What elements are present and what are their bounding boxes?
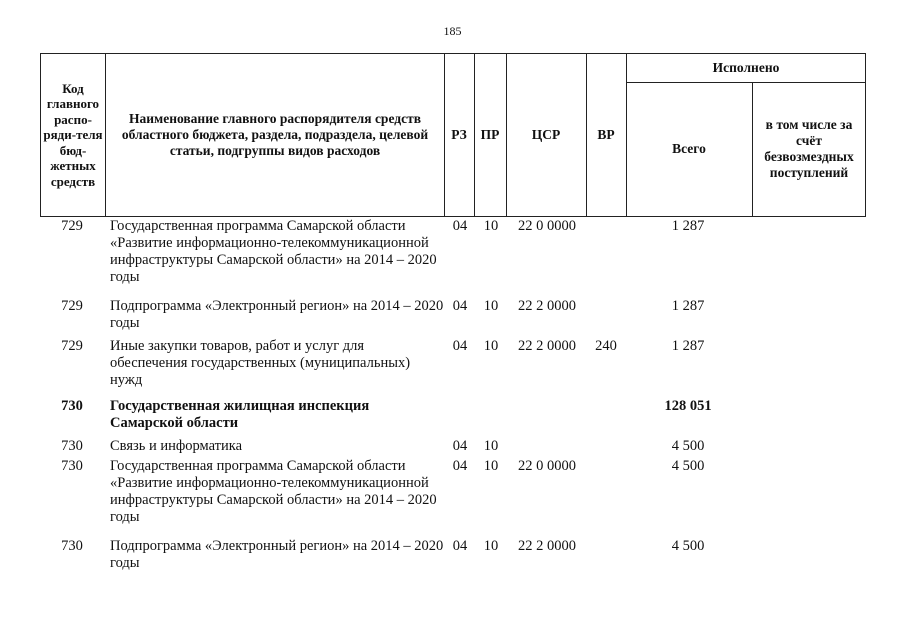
- row-total: 128 051: [664, 398, 712, 414]
- row-total: 4 500: [671, 458, 705, 474]
- row-pr: 10: [483, 438, 499, 454]
- row-code: 730: [61, 458, 83, 474]
- row-csr: 22 2 0000: [518, 338, 576, 354]
- table-header: [40, 53, 866, 217]
- row-code: 730: [61, 398, 83, 414]
- row-code: 729: [61, 218, 83, 234]
- row-rz: 04: [452, 538, 468, 554]
- row-pr: 10: [483, 338, 499, 354]
- row-name: Государственная программа Самарской области «Развитие информационно-телекоммуникационной инфраструктуры Самарской области» на 2014 – 2020 годы: [110, 218, 437, 285]
- row-vr: 240: [595, 338, 617, 354]
- row-code: 730: [61, 438, 83, 454]
- row-rz: 04: [452, 458, 468, 474]
- row-name: Подпрограмма «Электронный регион» на 2014 – 2020 годы: [110, 538, 444, 571]
- row-total: 1 287: [671, 218, 705, 234]
- row-code: 730: [61, 538, 83, 554]
- row-total: 4 500: [671, 538, 705, 554]
- row-rz: 04: [452, 438, 468, 454]
- row-pr: 10: [483, 458, 499, 474]
- row-code: 729: [61, 338, 83, 354]
- row-csr: 22 2 0000: [518, 298, 576, 314]
- row-name: Иные закупки товаров, работ и услуг для обеспечения государственных (муниципальных) нужд: [110, 338, 411, 388]
- row-rz: 04: [452, 338, 468, 354]
- header-rz: РЗ: [451, 127, 467, 142]
- page-number: 185: [443, 24, 462, 38]
- header-csr: ЦСР: [531, 127, 561, 142]
- row-rz: 04: [452, 218, 468, 234]
- row-name: Подпрограмма «Электронный регион» на 2014 – 2020 годы: [110, 298, 444, 331]
- header-executed: Исполнено: [712, 60, 780, 75]
- row-csr: 22 0 0000: [518, 218, 576, 234]
- row-name: Связь и информатика: [110, 438, 243, 454]
- row-csr: 22 0 0000: [518, 458, 576, 474]
- header-total: Всего: [672, 141, 706, 156]
- row-name: Государственная программа Самарской области «Развитие информационно-телекоммуникационной инфраструктуры Самарской области» на 2014 – 2020 годы: [110, 458, 437, 525]
- header-code: Код главного распо-ряди-теля бюд-жетных средств: [43, 80, 103, 189]
- header-name: Наименование главного распорядителя средств областного бюджета, раздела, подраздела, целевой статьи, подгруппы видов расходов: [121, 111, 429, 158]
- row-rz: 04: [452, 298, 468, 314]
- header-free: в том числе за счёт безвозмездных поступлений: [764, 117, 854, 180]
- header-vr: ВР: [597, 127, 615, 142]
- row-pr: 10: [483, 538, 499, 554]
- row-code: 729: [61, 298, 83, 314]
- row-total: 1 287: [671, 338, 705, 354]
- row-pr: 10: [483, 218, 499, 234]
- row-total: 1 287: [671, 298, 705, 314]
- row-csr: 22 2 0000: [518, 538, 576, 554]
- row-total: 4 500: [671, 438, 705, 454]
- row-name: Государственная жилищная инспекция Самарской области: [110, 398, 370, 431]
- header-divider: [105, 54, 106, 216]
- header-pr: ПР: [480, 127, 500, 142]
- row-pr: 10: [483, 298, 499, 314]
